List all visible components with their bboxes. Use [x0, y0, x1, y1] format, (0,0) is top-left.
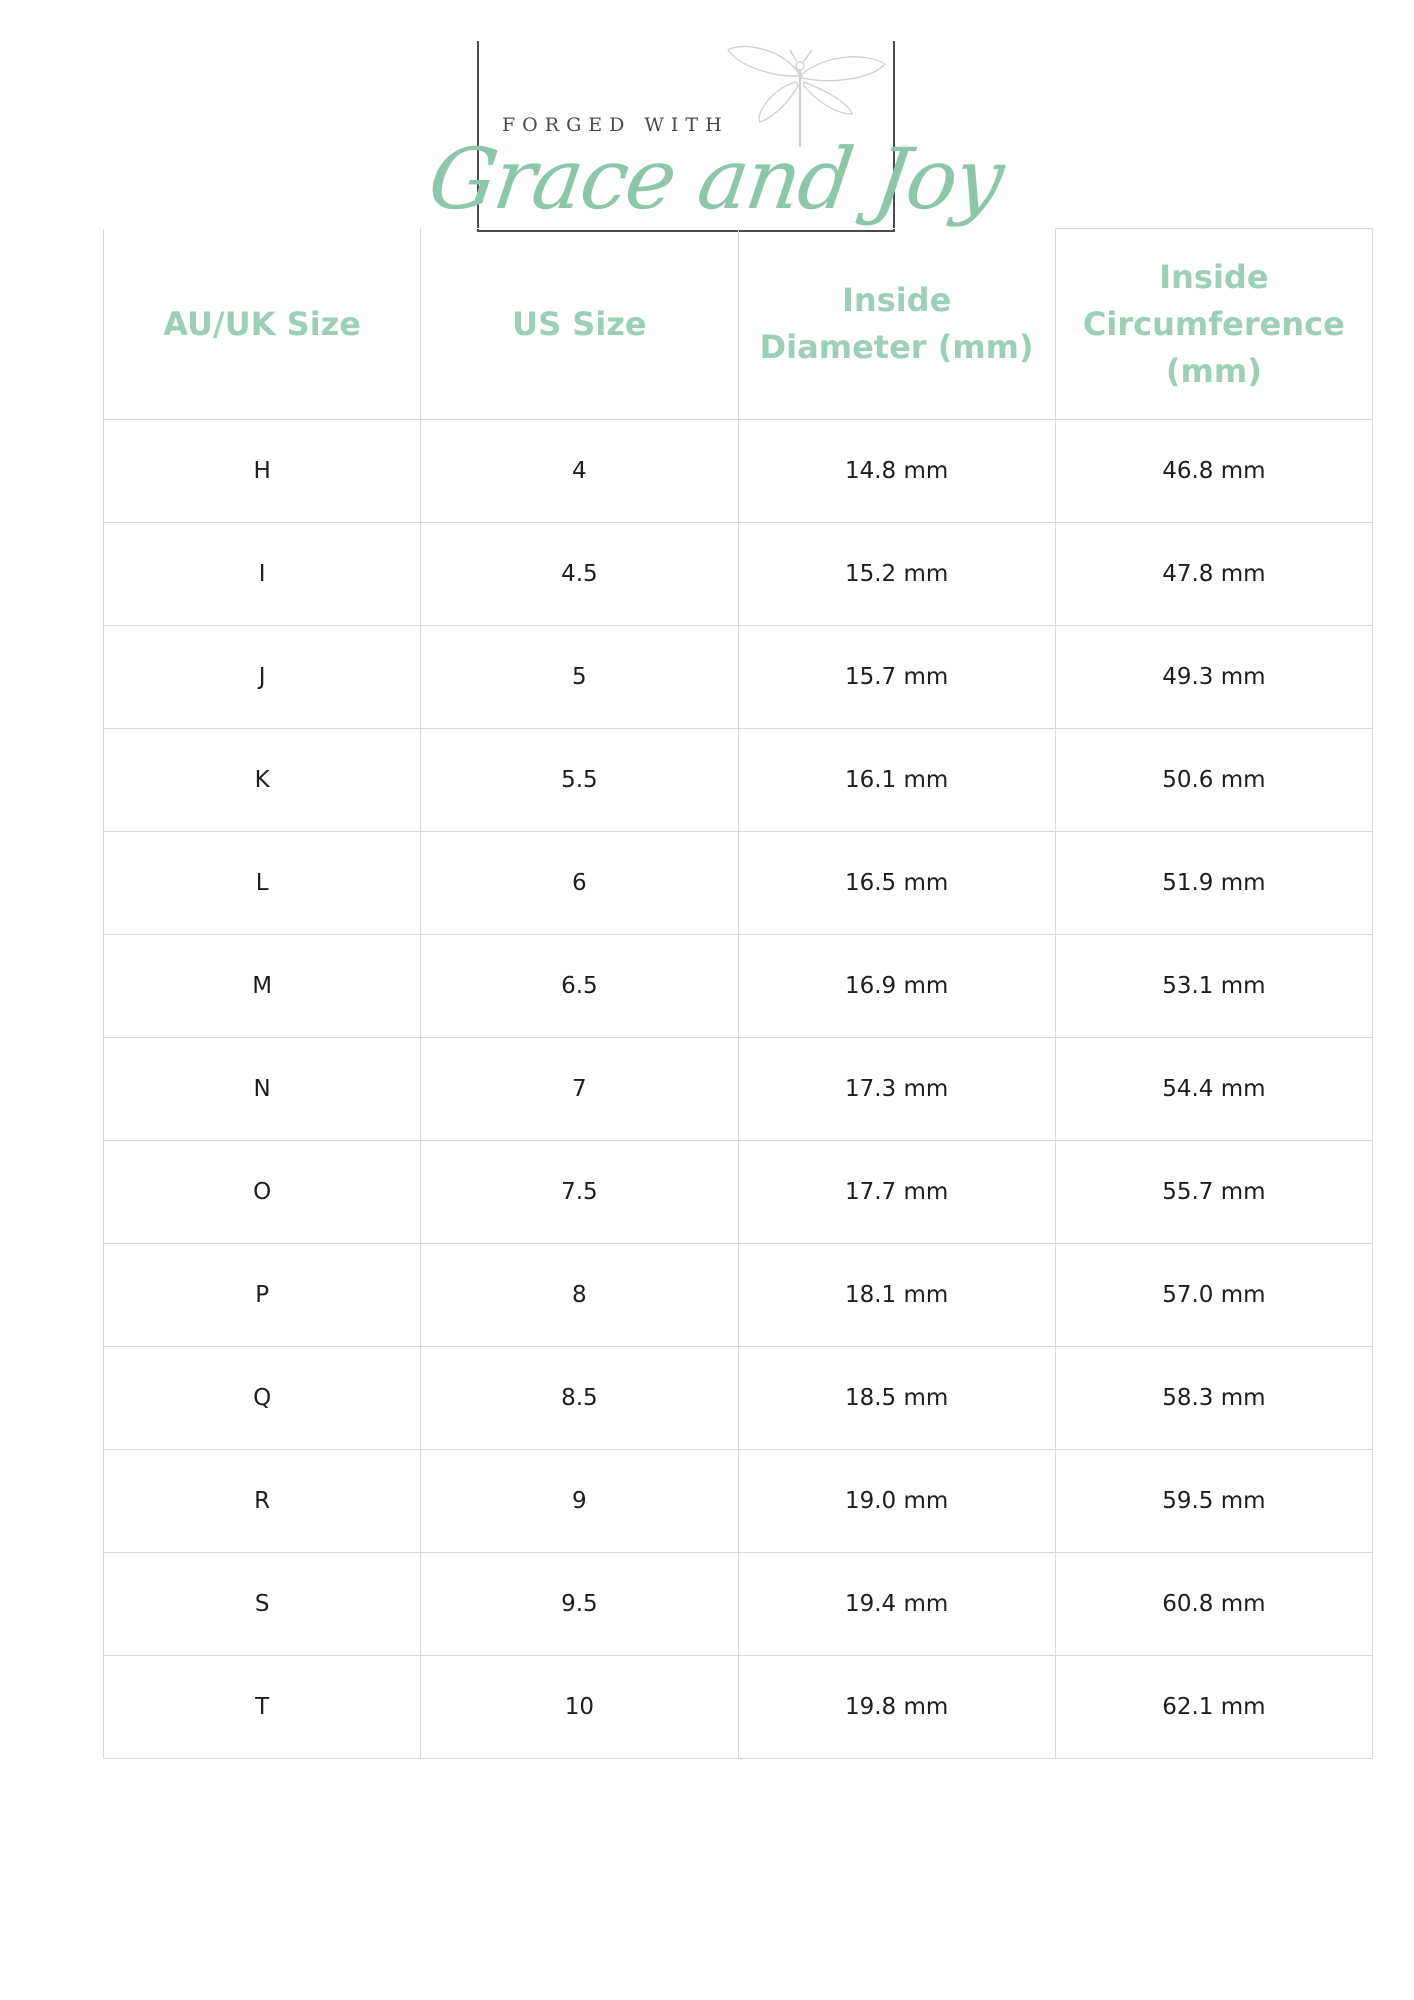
inside-diameter-cell: 17.7 mm — [738, 1141, 1055, 1244]
au-uk-size-cell: I — [104, 523, 421, 626]
header-us-size: US Size — [421, 229, 738, 420]
inside-diameter-cell: 15.7 mm — [738, 626, 1055, 729]
inside-circumference-cell: 60.8 mm — [1055, 1553, 1372, 1656]
us-size-cell: 4.5 — [421, 523, 738, 626]
table-row — [104, 1141, 1373, 1244]
table-row — [104, 1038, 1373, 1141]
table-row — [104, 1347, 1373, 1450]
header-inside-circumference: Inside Circumference (mm) — [1055, 229, 1372, 420]
inside-circumference-cell: 57.0 mm — [1055, 1244, 1372, 1347]
us-size-cell: 7 — [421, 1038, 738, 1141]
au-uk-size-cell: P — [104, 1244, 421, 1347]
table-row — [104, 935, 1373, 1038]
us-size-cell: 5.5 — [421, 729, 738, 832]
inside-diameter-cell: 16.1 mm — [738, 729, 1055, 832]
inside-diameter-cell: 15.2 mm — [738, 523, 1055, 626]
table-row — [104, 1553, 1373, 1656]
au-uk-size-cell: H — [104, 420, 421, 523]
au-uk-size-cell: T — [104, 1656, 421, 1759]
us-size-cell: 5 — [421, 626, 738, 729]
inside-diameter-cell: 18.1 mm — [738, 1244, 1055, 1347]
inside-diameter-cell: 19.4 mm — [738, 1553, 1055, 1656]
table-row — [104, 523, 1373, 626]
header-inside-diameter: Inside Diameter (mm) — [738, 229, 1055, 420]
us-size-cell: 8.5 — [421, 1347, 738, 1450]
table-body — [104, 420, 1373, 1759]
inside-circumference-cell: 53.1 mm — [1055, 935, 1372, 1038]
inside-circumference-cell: 62.1 mm — [1055, 1656, 1372, 1759]
au-uk-size-cell: J — [104, 626, 421, 729]
table-row — [104, 729, 1373, 832]
au-uk-size-cell: S — [104, 1553, 421, 1656]
inside-circumference-cell: 46.8 mm — [1055, 420, 1372, 523]
table-row — [104, 1244, 1373, 1347]
au-uk-size-cell: L — [104, 832, 421, 935]
brand-logo — [423, 38, 1009, 238]
us-size-cell: 6.5 — [421, 935, 738, 1038]
inside-circumference-cell: 47.8 mm — [1055, 523, 1372, 626]
header-au-uk-size: AU/UK Size — [104, 229, 421, 420]
au-uk-size-cell: N — [104, 1038, 421, 1141]
us-size-cell: 7.5 — [421, 1141, 738, 1244]
logo-tagline: FORGED WITH — [502, 114, 729, 136]
inside-circumference-cell: 50.6 mm — [1055, 729, 1372, 832]
us-size-cell: 6 — [421, 832, 738, 935]
inside-circumference-cell: 58.3 mm — [1055, 1347, 1372, 1450]
inside-diameter-cell: 19.8 mm — [738, 1656, 1055, 1759]
logo-wordmark: Grace and Joy — [423, 130, 1009, 228]
inside-diameter-cell: 19.0 mm — [738, 1450, 1055, 1553]
au-uk-size-cell: O — [104, 1141, 421, 1244]
inside-diameter-cell: 16.5 mm — [738, 832, 1055, 935]
table-header-row — [104, 229, 1373, 420]
us-size-cell: 4 — [421, 420, 738, 523]
us-size-cell: 10 — [421, 1656, 738, 1759]
us-size-cell: 9.5 — [421, 1553, 738, 1656]
au-uk-size-cell: K — [104, 729, 421, 832]
table-row — [104, 626, 1373, 729]
inside-circumference-cell: 49.3 mm — [1055, 626, 1372, 729]
inside-circumference-cell: 55.7 mm — [1055, 1141, 1372, 1244]
table-row — [104, 1656, 1373, 1759]
inside-diameter-cell: 18.5 mm — [738, 1347, 1055, 1450]
ring-size-table — [103, 228, 1373, 1759]
inside-diameter-cell: 17.3 mm — [738, 1038, 1055, 1141]
table-row — [104, 832, 1373, 935]
au-uk-size-cell: M — [104, 935, 421, 1038]
table-row — [104, 1450, 1373, 1553]
inside-circumference-cell: 59.5 mm — [1055, 1450, 1372, 1553]
au-uk-size-cell: R — [104, 1450, 421, 1553]
us-size-cell: 9 — [421, 1450, 738, 1553]
table-row — [104, 420, 1373, 523]
inside-circumference-cell: 51.9 mm — [1055, 832, 1372, 935]
au-uk-size-cell: Q — [104, 1347, 421, 1450]
inside-circumference-cell: 54.4 mm — [1055, 1038, 1372, 1141]
inside-diameter-cell: 14.8 mm — [738, 420, 1055, 523]
us-size-cell: 8 — [421, 1244, 738, 1347]
inside-diameter-cell: 16.9 mm — [738, 935, 1055, 1038]
